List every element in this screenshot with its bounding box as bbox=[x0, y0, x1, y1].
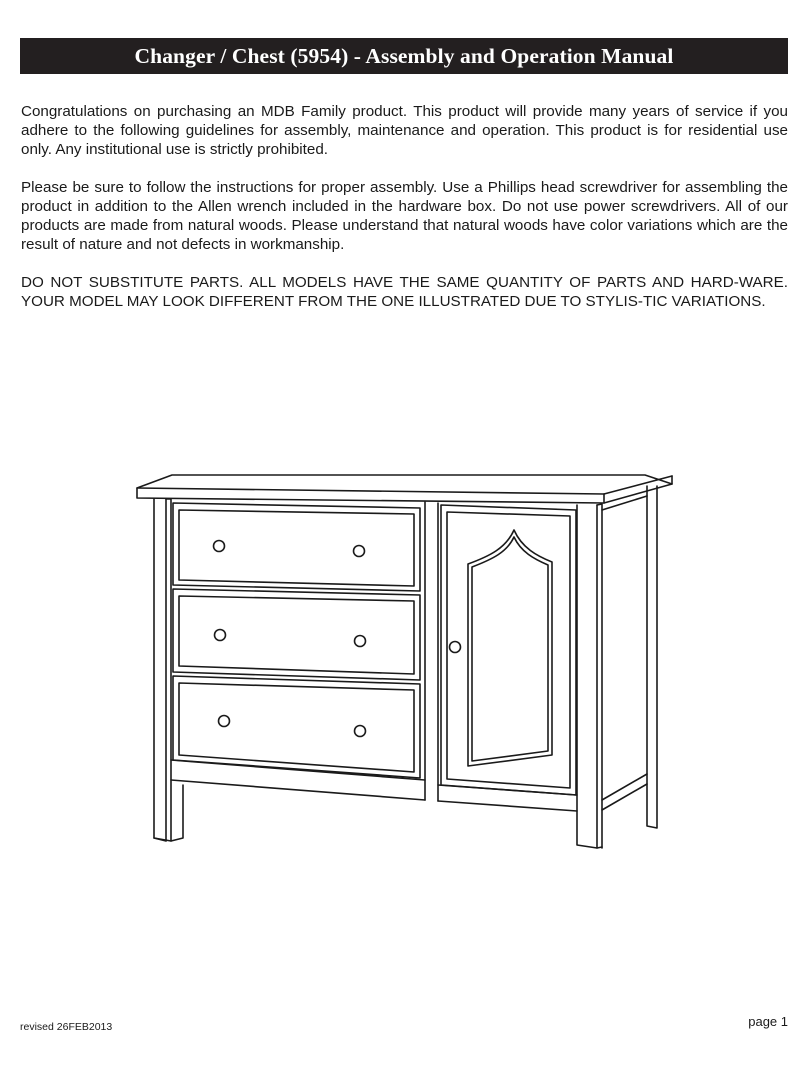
page-number: page 1 bbox=[748, 1014, 788, 1029]
intro-paragraph-2: Please be sure to follow the instructions for proper assembly. Use a Phillips head screwdriver for assembling the product in addition to the Allen wrench included in the hardware box. Do not use power screwdrivers. All of our products are made from natural woods. Please understand that natural woods have color variations which are the result of nature and not defects in workmanship. bbox=[21, 179, 788, 253]
front-right-leg bbox=[577, 504, 602, 848]
back-right-leg bbox=[602, 486, 657, 828]
chest-top bbox=[137, 475, 672, 503]
drawer-1-right-knob bbox=[354, 546, 365, 557]
drawer-2-left-knob bbox=[215, 630, 226, 641]
revision-date: revised 26FEB2013 bbox=[20, 1021, 113, 1033]
intro-paragraph-1: Congratulations on purchasing an MDB Family product. This product will provide many years of service if you adhere to the following guidelines for assembly, maintenance and operation. This product is for residential use only. Any institutional use is strictly prohibited. bbox=[21, 103, 788, 158]
page-title: Changer / Chest (5954) - Assembly and Operation Manual bbox=[20, 38, 788, 74]
warning-paragraph: DO NOT SUBSTITUTE PARTS. ALL MODELS HAVE THE SAME QUANTITY OF PARTS AND HARD-WARE. YOUR MODEL MAY LOOK DIFFERENT FROM THE ONE ILLUSTRATED DUE TO STYLIS-TIC VARIATIONS. bbox=[21, 274, 788, 310]
drawer-3-right-knob bbox=[355, 726, 366, 737]
center-divider bbox=[425, 502, 438, 801]
drawer-3 bbox=[173, 676, 420, 778]
drawer-2-right-knob bbox=[355, 636, 366, 647]
cabinet-door bbox=[441, 505, 576, 795]
door-knob bbox=[450, 642, 461, 653]
drawer-3-left-knob bbox=[219, 716, 230, 727]
changer-chest-illustration bbox=[120, 440, 690, 865]
drawer-1 bbox=[173, 503, 420, 591]
drawer-2 bbox=[173, 589, 420, 680]
bottom-rail bbox=[171, 760, 577, 811]
drawer-1-left-knob bbox=[214, 541, 225, 552]
